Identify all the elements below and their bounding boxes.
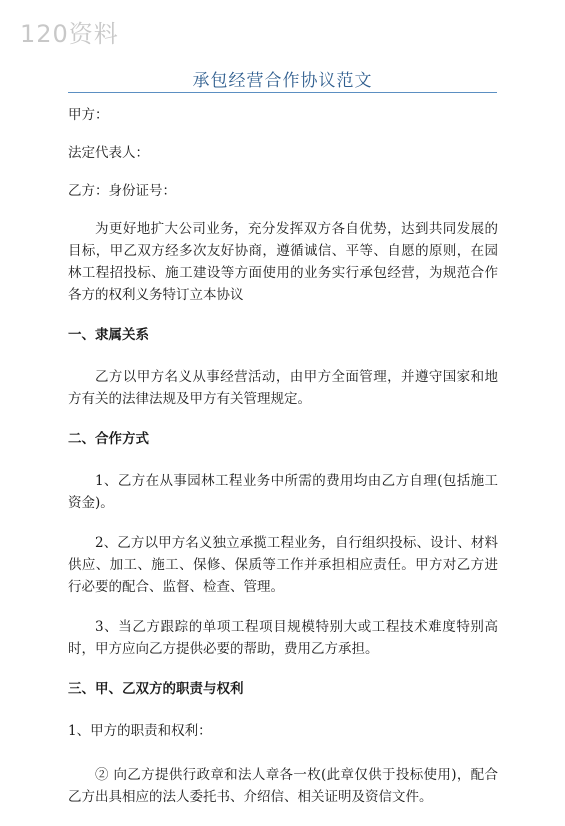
document-title: 承包经营合作协议范文 bbox=[192, 71, 373, 91]
cooperation-item-2: 2、乙方以甲方名义独立承揽工程业务，自行组织投标、设计、材料供应、加工、施工、保修、保质等工作并承担相应责任。甲方对乙方进行必要的配合、监督、检查、管理。 bbox=[68, 535, 498, 595]
cooperation-item-1: 1、乙方在从事园林工程业务中所需的费用均由乙方自理(包括施工资金)。 bbox=[68, 473, 498, 511]
cooperation-item-3: 3、当乙方跟踪的单项工程项目规模特别大或工程技术难度特别高时，甲方应向乙方提供必要的帮助，费用乙方承担。 bbox=[68, 619, 498, 657]
document-body bbox=[68, 104, 498, 826]
title-divider bbox=[68, 92, 497, 93]
party-a-duty-2: ② 向乙方提供行政章和法人章各一枚(此章仅供于投标使用)，配合乙方出具相应的法人委托书、介绍信、相关证明及资信文件。 bbox=[68, 767, 498, 805]
section-heading-duties: 三、甲、乙双方的职责与权利 bbox=[68, 681, 244, 697]
party-b-label: 乙方：身份证号： bbox=[68, 183, 176, 199]
section-heading-affiliation: 一、隶属关系 bbox=[68, 327, 149, 343]
affiliation-paragraph: 乙方以甲方名义从事经营活动，由甲方全面管理，并遵守国家和地方有关的法律法规及甲方有关管理规定。 bbox=[68, 369, 498, 407]
section-heading-cooperation: 二、合作方式 bbox=[68, 431, 149, 447]
legal-rep-label: 法定代表人： bbox=[68, 145, 149, 161]
intro-paragraph: 为更好地扩大公司业务，充分发挥双方各自优势，达到共同发展的目标，甲乙双方经多次友好协商，遵循诚信、平等、自愿的原则，在园林工程招投标、施工建设等方面使用的业务实行承包经营，为规范合作各方的权利义务特订立本协议 bbox=[68, 221, 498, 303]
party-a-label: 甲方： bbox=[68, 107, 109, 123]
party-a-duties-subheading: 1、甲方的职责和权利： bbox=[68, 723, 212, 739]
watermark: 120资料 bbox=[20, 20, 119, 48]
